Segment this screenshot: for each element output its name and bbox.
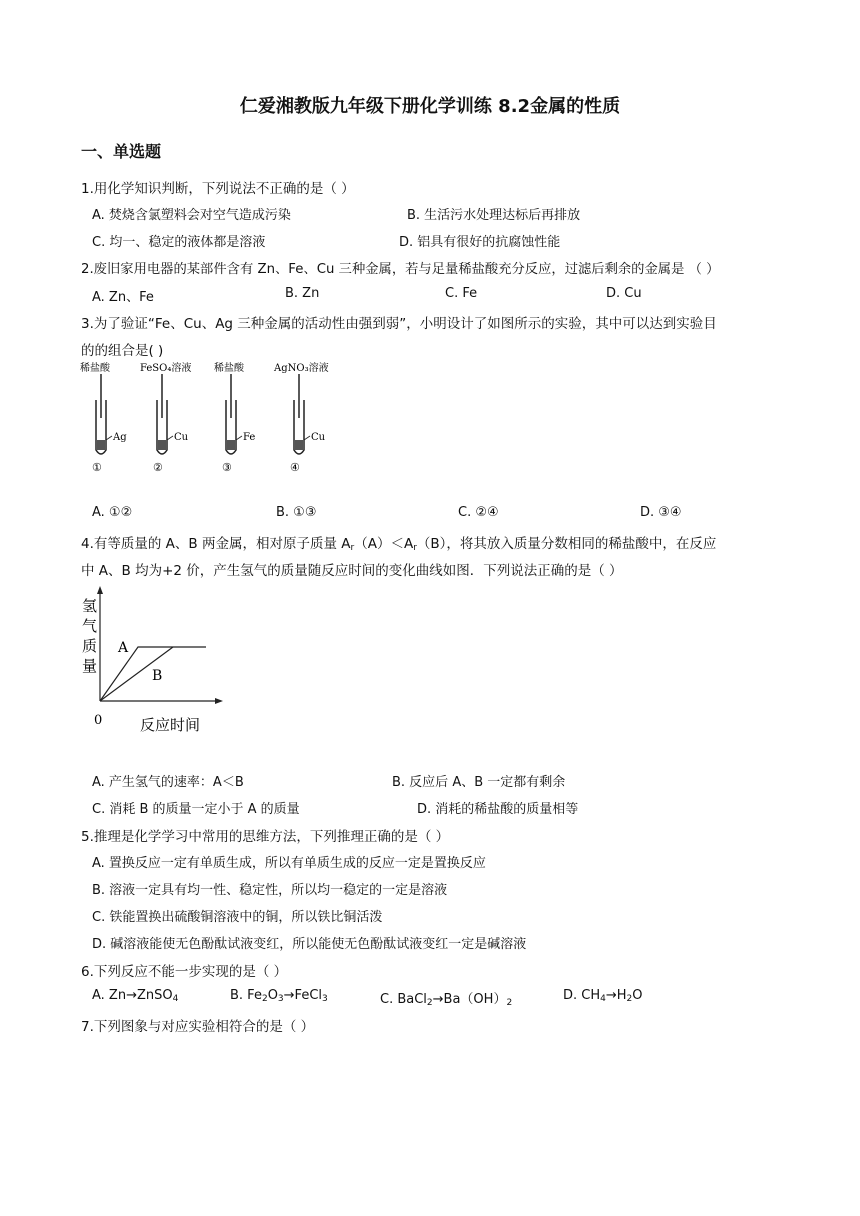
- q1-option-c[interactable]: C. 均一、稳定的液体都是溶液: [92, 235, 266, 250]
- q1-option-b[interactable]: B. 生活污水处理达标后再排放: [407, 208, 581, 223]
- q6-b-sub-1: 2: [261, 994, 268, 1004]
- q6-option-b[interactable]: [230, 988, 328, 1004]
- q5-stem: 5.推理是化学学习中常用的思维方法，下列推理正确的是（ ）: [81, 829, 450, 845]
- ylabel-char-4: 量: [82, 657, 98, 675]
- q6-option-d[interactable]: [563, 988, 643, 1004]
- q7-stem: 7.下列图象与对应实验相符合的是（ ）: [81, 1019, 315, 1035]
- q6-b-sub-3: 3: [322, 994, 328, 1004]
- q6-option-c[interactable]: [380, 988, 512, 1008]
- q4-subscript-2: r: [413, 543, 417, 553]
- q6-b-text-1: B. Fe: [230, 988, 262, 1003]
- q6-option-a[interactable]: [92, 988, 178, 1004]
- metal-label-4: Cu: [311, 432, 326, 443]
- reagent-label-1: 稀盐酸: [80, 363, 110, 374]
- q3-option-d[interactable]: D. ③④: [640, 505, 682, 520]
- q3-option-b[interactable]: B. ①③: [276, 505, 317, 520]
- q6-c-text-1: C. BaCl: [380, 992, 427, 1007]
- reagent-label-4: AgNO₃溶液: [274, 363, 329, 374]
- origin-label: 0: [94, 713, 103, 728]
- q6-stem: 6.下列反应不能一步实现的是（ ）: [81, 964, 288, 980]
- q6-a-sub: 4: [172, 994, 179, 1004]
- page-title: 仁爱湘教版九年级下册化学训练 8.2金属的性质: [239, 96, 621, 117]
- q3-test-tube-figure: [78, 360, 348, 475]
- q5-option-c[interactable]: C. 铁能置换出硫酸铜溶液中的铜，所以铁比铜活泼: [92, 910, 383, 925]
- x-axis-arrow: [215, 698, 223, 704]
- ylabel-char-2: 气: [82, 617, 98, 635]
- q2-option-c[interactable]: C. Fe: [445, 286, 478, 301]
- metal-label-1: Ag: [113, 432, 127, 443]
- q4-stem-part-b: （A）＜A: [354, 536, 414, 552]
- q4-hydrogen-graph: [78, 584, 228, 740]
- q3-stem-line2: 的的组合是( ): [81, 343, 164, 359]
- q4-stem-part-c: （B），将其放入质量分数相同的稀盐酸中，在反应: [416, 536, 717, 552]
- q4-subscript-1: r: [350, 543, 355, 553]
- tube-number-3: ③: [222, 461, 232, 474]
- q5-option-d[interactable]: D. 碱溶液能使无色酚酞试液变红，所以能使无色酚酞试液变红一定是碱溶液: [92, 937, 527, 952]
- section-heading: 一、单选题: [81, 142, 162, 161]
- q4-stem-part-a: 4.有等质量的 A、B 两金属，相对原子质量 A: [81, 536, 351, 552]
- q3-option-c[interactable]: C. ②④: [458, 505, 499, 520]
- metal-label-2: Cu: [174, 432, 189, 443]
- test-tube-1: [80, 361, 127, 474]
- q4-option-c[interactable]: C. 消耗 B 的质量一定小于 A 的质量: [92, 802, 300, 817]
- q6-d-text-2: →H: [605, 988, 627, 1003]
- xlabel: 反应时间: [140, 716, 201, 734]
- q4-option-d[interactable]: D. 消耗的稀盐酸的质量相等: [417, 802, 579, 817]
- tube-number-1: ①: [92, 461, 102, 474]
- q4-stem-line2: 中 A、B 均为+2 价，产生氢气的质量随反应时间的变化曲线如图．下列说法正确的是（ ）: [81, 563, 623, 579]
- q6-b-text-2: O: [267, 988, 278, 1003]
- q4-stem-line1: [81, 532, 716, 553]
- q6-d-text-3: O: [632, 988, 643, 1003]
- q2-stem: 2.废旧家用电器的某部件含有 Zn、Fe、Cu 三种金属，若与足量稀盐酸充分反应，过滤后剩余的金属是 （ ）: [81, 262, 720, 277]
- test-tube-2: [140, 361, 191, 474]
- curve-a-label: A: [118, 640, 129, 656]
- ylabel-char-1: 氢: [82, 597, 98, 615]
- test-tube-4: [273, 361, 329, 474]
- q6-b-text-3: →FeCl: [283, 988, 323, 1003]
- q2-option-a[interactable]: A. Zn、Fe: [92, 290, 154, 305]
- tube-number-2: ②: [153, 461, 163, 474]
- q2-option-d[interactable]: D. Cu: [606, 286, 642, 301]
- q6-d-text-1: D. CH: [563, 988, 601, 1003]
- ylabel-char-3: 质: [82, 637, 98, 655]
- y-axis-arrow: [97, 586, 103, 594]
- q4-option-b[interactable]: B. 反应后 A、B 一定都有剩余: [392, 775, 566, 790]
- q5-option-a[interactable]: A. 置换反应一定有单质生成，所以有单质生成的反应一定是置换反应: [92, 856, 486, 871]
- q6-c-text-2: →Ba（OH）: [432, 992, 507, 1007]
- tube-number-4: ④: [290, 461, 300, 474]
- q6-d-sub-1: 4: [600, 994, 606, 1004]
- metal-label-3: Fe: [243, 432, 256, 443]
- reagent-label-3: 稀盐酸: [214, 363, 244, 374]
- curve-b-label: B: [152, 668, 163, 684]
- q3-option-a[interactable]: A. ①②: [92, 505, 133, 520]
- reagent-label-2: FeSO₄溶液: [140, 363, 192, 374]
- q6-c-sub-2: 2: [506, 998, 513, 1008]
- q6-b-sub-2: 3: [277, 994, 284, 1004]
- q6-a-text: A. Zn→ZnSO: [92, 988, 173, 1003]
- test-tube-3: [214, 361, 255, 474]
- q1-stem: 1.用化学知识判断，下列说法不正确的是（ ）: [81, 181, 355, 197]
- q6-d-sub-2: 2: [626, 994, 633, 1004]
- q6-c-sub-1: 2: [426, 998, 433, 1008]
- q4-option-a[interactable]: A. 产生氢气的速率：A＜B: [92, 775, 244, 790]
- q2-option-b[interactable]: B. Zn: [285, 286, 320, 301]
- q3-stem-line1: 3.为了验证“Fe、Cu、Ag 三种金属的活动性由强到弱”，小明设计了如图所示的实验，其中可以达到实验目: [81, 316, 717, 332]
- q1-option-d[interactable]: D. 铝具有很好的抗腐蚀性能: [399, 235, 561, 250]
- q1-option-a[interactable]: A. 焚烧含氯塑料会对空气造成污染: [92, 208, 291, 223]
- q5-option-b[interactable]: B. 溶液一定具有均一性、稳定性，所以均一稳定的一定是溶液: [92, 883, 448, 898]
